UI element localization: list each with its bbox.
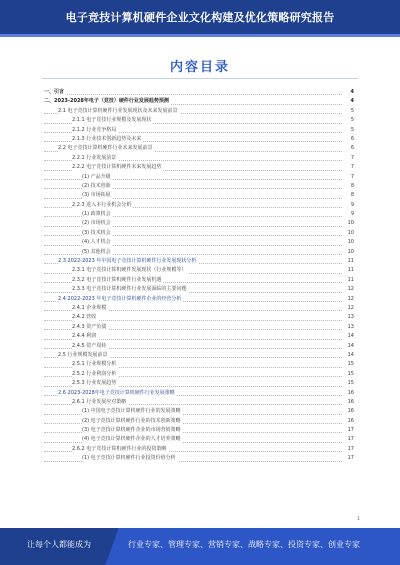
toc-entry-title: (4) 人才机会 [82,238,113,247]
toc-entry-page: 11 [342,257,354,266]
toc-entry-title: 2.5.2 行业利润分析 [72,370,118,379]
toc-entry-page: 16 [342,398,354,407]
toc-entry-page: 13 [342,323,354,332]
toc-entry-title: 2.2.1 行业发展前景 [72,154,118,163]
toc-entry-page: 11 [342,266,354,275]
toc-entry[interactable] [44,126,354,135]
toc-entry[interactable] [44,407,354,416]
toc-entry-page: 16 [342,417,354,426]
header-banner [0,0,400,34]
toc-entry-title: 2.5 行业规模发展前景 [58,351,110,360]
toc-entry[interactable] [44,295,354,304]
toc-entry[interactable] [44,351,354,360]
toc-entry-title: 2.6 2023-2028年电子竞技计算机硬件行业发展策略 [58,389,177,398]
toc-entry-page: 13 [342,313,354,322]
toc-entry[interactable] [44,360,354,369]
toc-entry[interactable] [44,154,354,163]
toc-entry-title: (4) 电子竞技计算机硬件企业的人才培养策略 [82,435,183,444]
toc-entry-page: 4 [342,88,354,97]
toc-entry[interactable] [44,370,354,379]
toc-entry-title: (1) 中国电子竞技计算机硬件行业的发展策略 [82,407,183,416]
toc-entry[interactable] [44,97,354,106]
toc-entry-page: 10 [342,229,354,238]
toc-entry-title: 2.2 电子竞技计算机硬件行业未来发展前景 [58,144,155,153]
toc-entry-title: 2.4.5 资产周转 [72,342,108,351]
footer-slogan-left: 让每个人都能成为 [27,540,91,549]
toc-entry[interactable] [44,135,354,144]
toc-entry-title: 2.1 电子竞技计算机硬件行业发展现状及未来发展前景 [58,107,180,116]
header-rule [0,34,400,37]
toc-entry-page: 7 [342,173,354,182]
toc-entry-title: 2.3.3 电子竞技计算机硬件行业发展面临的主要问题 [72,285,188,294]
toc-entry-page: 14 [342,342,354,351]
toc-entry-page: 6 [342,135,354,144]
toc-entry-title: (1) 电子竞技计算机硬件行业投资价值分析 [82,454,178,463]
toc-entry-page: 9 [342,201,354,210]
toc-entry[interactable] [44,276,354,285]
toc-entry-title: 2.1.1 电子竞技行业规模及发展现状 [72,116,153,125]
toc-entry[interactable] [44,144,354,153]
toc-entry-title: (2) 市场机会 [82,219,113,228]
toc-entry[interactable] [44,435,354,444]
toc-entry-title: 2.4.1 企业规模 [72,304,108,313]
toc-entry-title: (5) 其他机会 [82,248,113,257]
toc-entry-title: (2) 技术创新 [82,182,113,191]
toc-entry-page: 4 [342,97,354,106]
toc-entry[interactable] [44,417,354,426]
toc-entry-title: 2.4.2 营收 [72,313,98,322]
toc-entry-page: 15 [342,379,354,388]
toc-entry-title: 一、引言 [44,88,66,97]
toc-entry[interactable] [44,107,354,116]
toc-entry-page: 9 [342,210,354,219]
toc-entry-title: (2) 电子竞技计算机硬件行业的技术创新策略 [82,417,183,426]
page-number: 1 [356,516,360,522]
toc-entry[interactable] [44,248,354,257]
toc-entry-page: 15 [342,360,354,369]
toc-entry[interactable] [44,389,354,398]
toc-entry-title: 2.6.1 行业发展应对策略 [72,398,128,407]
toc-entry-page: 5 [342,126,354,135]
toc-entry[interactable] [44,304,354,313]
toc-entry-page: 10 [342,248,354,257]
toc-entry[interactable] [44,88,354,97]
toc-entry-page: 17 [342,426,354,435]
toc-entry-page: 10 [342,238,354,247]
toc-entry[interactable] [44,313,354,322]
toc-entry-page: 14 [342,351,354,360]
toc-entry[interactable] [44,257,354,266]
toc-entry[interactable] [44,210,354,219]
toc-entry-title: 2.1.3 行业技术创新趋势及未来 [72,135,143,144]
toc-entry-title: 2.1.2 行业竞争格局 [72,126,118,135]
toc-entry[interactable] [44,342,354,351]
toc-entry[interactable] [44,379,354,388]
toc-entry-title: 二、2023-2028年电子（竞技）硬件行业发展趋势预测 [44,97,171,106]
toc-entry-title: 2.6.2 电子竞技计算机硬件行业的投资策略 [72,445,168,454]
toc-entry-page: 17 [342,445,354,454]
toc-entry[interactable] [44,426,354,435]
toc-entry[interactable] [44,332,354,341]
toc-entry-title: 2.2.2 电子竞技计算机硬件未来发展趋势 [72,163,163,172]
toc-entry[interactable] [44,445,354,454]
toc-entry[interactable] [44,398,354,407]
toc-entry-page: 5 [342,107,354,116]
toc-divider [42,78,358,79]
footer-left-panel [0,528,118,565]
toc-entry-title: 2.3.1 电子竞技计算机硬件发展现状（行业规模等） [72,266,188,275]
toc-entry-page: 16 [342,389,354,398]
toc-entry-title: 2.4.4 利润 [72,332,98,341]
toc-leader-dots [44,94,342,95]
toc-entry-title: 2.2.3 进入本行业机会分析 [72,201,133,210]
toc-entry-page: 7 [342,163,354,172]
toc-entry[interactable] [44,182,354,191]
toc-entry-title: 2.5.3 行业发展趋势 [72,379,118,388]
footer-banner [0,528,400,565]
toc-entry[interactable] [44,229,354,238]
footer-slogan-right: 行业专家、管理专家、营销专家、战略专家、投资专家、创业专家 [128,540,360,549]
toc-entry-title: 2.5.1 行业规模分析 [72,360,118,369]
toc-entry-page: 12 [342,304,354,313]
toc-entry[interactable] [44,173,354,182]
toc-entry-page: 12 [342,295,354,304]
toc-entry-title: (3) 电子竞技计算机硬件企业的市场营销策略 [82,426,183,435]
toc-entry-title: (3) 技术机会 [82,229,113,238]
toc-entry-page: 17 [342,435,354,444]
toc-entry[interactable] [44,238,354,247]
toc-entry-page: 7 [342,154,354,163]
toc-entry-page: 12 [342,285,354,294]
toc-entry-title: 2.3 2022-2023 年中国电子竞技计算机硬件行业发展现状分析 [58,257,198,266]
toc-entry-title: 2.4.3 资产负债 [72,323,108,332]
report-title: 电子竞技计算机硬件企业文化构建及优化策略研究报告 [65,11,335,24]
toc-entry-page: 6 [342,144,354,153]
toc-entry[interactable] [44,285,354,294]
toc-entry[interactable] [44,323,354,332]
toc-entry-title: 2.4 2022-2023 年电子竞技计算机硬件企业的经营分析 [58,295,183,304]
toc-entry-page: 10 [342,219,354,228]
toc-entry[interactable] [44,201,354,210]
toc-heading: 内容目录 [169,60,230,75]
toc-entry-page: 15 [342,370,354,379]
toc-entry-page: 17 [342,454,354,463]
toc-entry-title: (1) 政策机会 [82,210,113,219]
toc-entry-title: (1) 产品升级 [82,173,113,182]
toc-entry[interactable] [44,454,354,463]
toc-entry-page: 11 [342,276,354,285]
toc-entry[interactable] [44,266,354,275]
toc-entry-page: 5 [342,116,354,125]
toc-entry-title: (3) 市场拓展 [82,191,113,200]
toc-entry-page: 8 [342,191,354,200]
toc-entry-title: 2.3.2 电子竞技计算机硬件行业发展机遇 [72,276,163,285]
toc-entry-page: 8 [342,182,354,191]
toc-entry[interactable] [44,191,354,200]
toc-entry[interactable] [44,163,354,172]
toc-entry-page: 14 [342,332,354,341]
toc-entry[interactable] [44,219,354,228]
toc-entry-page: 16 [342,407,354,416]
toc-entry[interactable] [44,116,354,125]
table-of-contents [44,88,354,464]
